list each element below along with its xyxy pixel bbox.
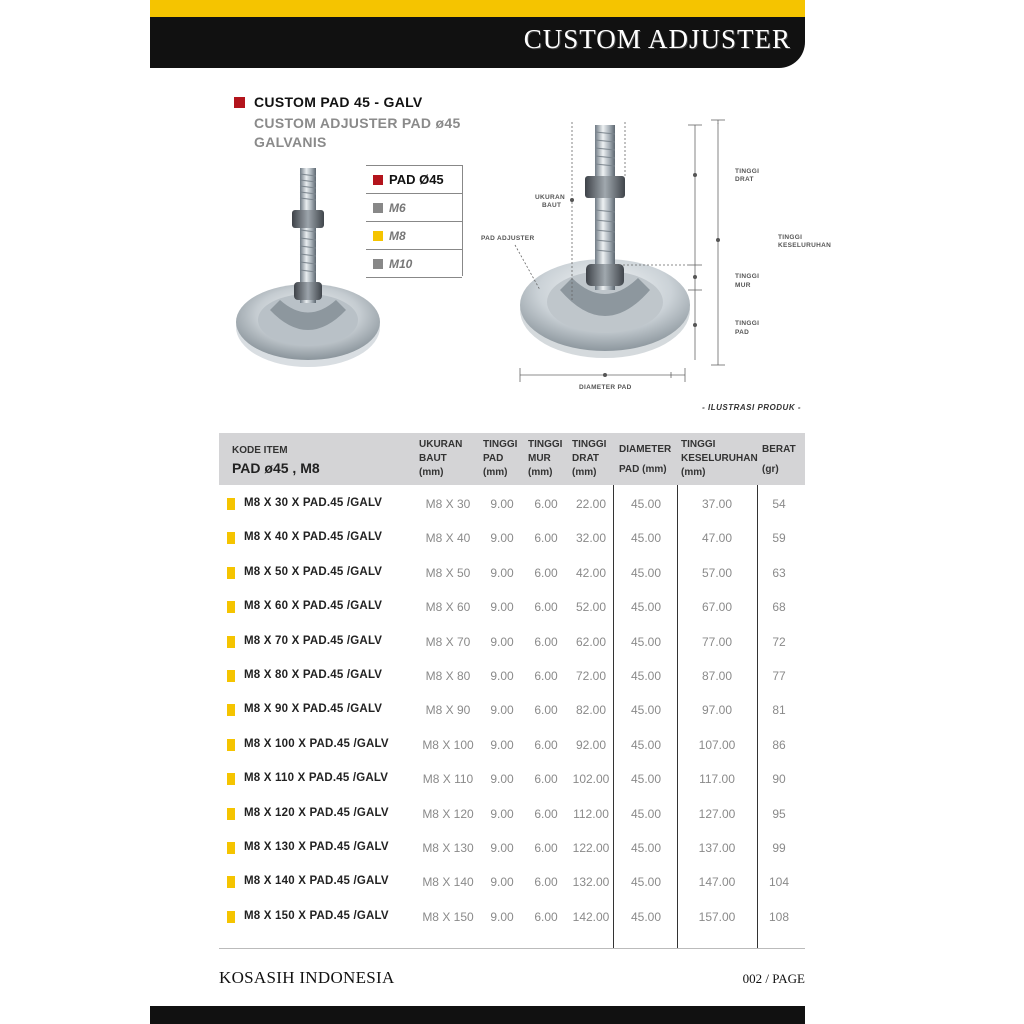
header-line: (mm) [572,467,597,478]
cell-tpad: 9.00 [490,909,514,924]
cell-tmur: 6.00 [534,841,558,855]
row-bullet-icon [227,911,235,923]
cell-diameter: 45.00 [630,772,662,787]
cell-tmur: 6.00 [534,909,558,924]
table-body [219,485,805,949]
size-selector [366,165,462,278]
row-bullet-icon [227,704,235,716]
header-line: KESELURUHAN [681,453,758,464]
cell-tpad: 9.00 [490,806,514,821]
cell-tkes: 107.00 [698,737,736,752]
header-line: (gr) [762,464,779,475]
cell-kode-item: M8 X 150 X PAD.45 /GALV [244,909,389,922]
cell-berat: 68 [772,600,786,615]
cell-ukuran: M8 X 80 [425,669,471,683]
cell-diameter: 45.00 [630,565,662,580]
cell-tkes: 147.00 [698,875,736,890]
header-line: (mm) [419,467,444,478]
label-tinggi-pad-1: TINGGI [735,320,760,327]
illustration-label: - ILUSTRASI PRODUK - [702,403,801,412]
cell-kode-item: M8 X 120 X PAD.45 /GALV [244,806,389,819]
cell-tdrat: 132.00 [572,875,610,890]
cell-tdrat: 112.00 [573,806,609,821]
cell-tkes: 117.00 [699,772,735,787]
row-bullet-icon [227,773,235,785]
header-kode-item: KODE ITEM [232,445,288,456]
cell-tdrat: 82.00 [575,703,607,718]
label-ukuran-baut-1: UKURAN [535,194,565,201]
cell-diameter: 45.00 [630,737,662,752]
label-tinggi-drat-1: TINGGI [735,168,760,175]
header-berat [762,443,796,477]
table-row [219,554,805,588]
table-row [219,588,805,622]
cell-diameter: 45.00 [630,669,662,683]
header-line: TINGGI [572,439,607,450]
header-diameter [619,443,671,477]
label-tinggi-drat-2: DRAT [735,176,754,183]
cell-tmur: 6.00 [534,737,558,752]
cell-tmur: 6.00 [534,497,558,511]
cell-tmur: 6.00 [534,703,558,718]
header-line: BERAT [762,444,796,455]
header-line: PAD [483,453,504,464]
table-row [219,863,805,897]
row-bullet-icon [227,739,235,751]
size-option-m6 [366,194,462,222]
header-line: BAUT [419,453,447,464]
cell-berat: 72 [772,634,786,649]
cell-diameter: 45.00 [630,841,662,855]
cell-ukuran: M8 X 40 [425,531,471,546]
size-swatch-icon [373,203,383,213]
cell-diameter: 45.00 [630,531,662,546]
header-tinggi-keseluruhan [681,438,758,480]
cell-tmur: 6.00 [534,806,558,821]
cell-tmur: 6.00 [534,634,558,649]
cell-diameter: 45.00 [630,875,662,890]
cell-diameter: 45.00 [630,806,662,821]
cell-berat: 77 [772,669,786,683]
header-line: TINGGI [681,439,716,450]
table-row [219,760,805,794]
label-pad-adjuster: PAD ADJUSTER [481,235,535,242]
size-option-label: M8 [389,228,406,243]
cell-berat: 99 [772,841,786,855]
table-row [219,898,805,932]
cell-tdrat: 42.00 [575,565,607,580]
cell-tmur: 6.00 [534,772,558,787]
cell-tdrat: 142.00 [572,909,610,924]
size-swatch-icon [373,231,383,241]
label-ukuran-baut-2: BAUT [542,202,562,209]
cell-kode-item: M8 X 80 X PAD.45 /GALV [244,669,383,681]
cell-tpad: 9.00 [490,531,514,546]
cell-tpad: 9.00 [490,669,514,683]
cell-ukuran: M8 X 140 [422,875,474,890]
cell-ukuran: M8 X 90 [425,703,471,718]
cell-diameter: 45.00 [630,497,662,511]
cell-tkes: 47.00 [701,531,733,546]
cell-tdrat: 52.00 [575,600,607,615]
footer-black-bar [150,1006,805,1024]
cell-tpad: 9.00 [490,875,514,890]
cell-ukuran: M8 X 110 [422,772,474,787]
cell-kode-item: M8 X 50 X PAD.45 /GALV [244,565,383,578]
size-option-label: M10 [389,256,413,271]
cell-kode-item: M8 X 100 X PAD.45 /GALV [244,737,389,750]
cell-tmur: 6.00 [534,565,558,580]
row-bullet-icon [227,842,235,854]
cell-tkes: 57.00 [701,565,733,580]
cell-berat: 95 [772,806,786,821]
cell-tkes: 137.00 [698,841,736,855]
cell-berat: 59 [772,531,786,546]
table-row [219,623,805,657]
table-row [219,795,805,829]
cell-tpad: 9.00 [490,703,514,718]
cell-kode-item: M8 X 70 X PAD.45 /GALV [244,634,383,647]
cell-tpad: 9.00 [490,600,514,615]
table-row [219,691,805,725]
catalog-page [150,0,832,1024]
cell-diameter: 45.00 [630,600,662,615]
label-tinggi-pad-2: PAD [735,329,750,336]
cell-tkes: 67.00 [701,600,733,615]
size-option-label: PAD Ø45 [389,172,444,187]
cell-kode-item: M8 X 110 X PAD.45 /GALV [244,772,389,785]
size-option-pad45 [366,165,462,194]
cell-tpad: 9.00 [490,737,514,752]
cell-tmur: 6.00 [534,600,558,615]
header-tinggi-mur [528,438,562,480]
cell-tpad: 9.00 [490,634,514,649]
cell-tdrat: 92.00 [575,737,607,752]
cell-tkes: 37.00 [701,497,733,511]
cell-diameter: 45.00 [630,634,662,649]
cell-ukuran: M8 X 60 [425,600,471,615]
header-yellow-bar [150,0,805,17]
cell-berat: 54 [772,497,786,511]
header-line: MUR [528,453,551,464]
table-row [219,519,805,553]
cell-ukuran: M8 X 50 [425,565,471,580]
row-bullet-icon [227,670,235,682]
cell-berat: 108 [768,909,790,924]
cell-tpad: 9.00 [490,841,514,855]
cell-tkes: 97.00 [701,703,733,718]
header-line: (mm) [483,467,508,478]
label-diameter-pad: DIAMETER PAD [579,384,632,391]
table-row [219,657,805,691]
cell-diameter: 45.00 [630,909,662,924]
header-line: TINGGI [528,439,563,450]
cell-ukuran: M8 X 120 [422,806,474,821]
cell-berat: 81 [772,703,786,718]
header-tinggi-pad [483,438,517,480]
size-option-label: M6 [389,200,406,215]
product-bullet-icon [234,97,245,108]
cell-ukuran: M8 X 150 [422,909,474,924]
header-line: UKURAN [419,439,463,450]
cell-tdrat: 22.00 [575,497,607,511]
cell-berat: 63 [772,565,786,580]
cell-ukuran: M8 X 30 [425,497,471,511]
cell-ukuran: M8 X 100 [422,737,474,752]
row-bullet-icon [227,876,235,888]
row-bullet-icon [227,532,235,544]
table-header [219,433,805,485]
size-selector-border [462,165,463,276]
footer-company: KOSASIH INDONESIA [219,968,395,987]
product-title: CUSTOM PAD 45 - GALV [254,94,423,110]
row-bullet-icon [227,567,235,579]
header-line: DIAMETER [619,444,672,455]
cell-kode-item: M8 X 30 X PAD.45 /GALV [244,497,383,509]
cell-tmur: 6.00 [534,875,558,890]
header-line: DRAT [572,453,600,464]
product-subtitle: CUSTOM ADJUSTER PAD ø45 GALVANIS [254,115,461,150]
cell-tpad: 9.00 [490,565,514,580]
cell-berat: 90 [772,772,786,787]
cell-tdrat: 102.00 [572,772,610,787]
cell-berat: 86 [772,737,786,752]
header-ukuran [419,438,462,480]
label-tinggi-mur-1: TINGGI [735,273,760,280]
row-bullet-icon [227,601,235,613]
header-line: (mm) [528,467,553,478]
cell-tdrat: 32.00 [575,531,607,546]
cell-ukuran: M8 X 70 [425,634,471,649]
cell-kode-item: M8 X 130 X PAD.45 /GALV [244,841,389,853]
header-line: (mm) [681,467,706,478]
label-tinggi-kes-1: TINGGI [778,234,803,241]
row-bullet-icon [227,498,235,510]
cell-kode-item: M8 X 40 X PAD.45 /GALV [244,531,383,544]
cell-berat: 104 [768,875,790,890]
footer-page-number: 002 / PAGE [742,971,805,986]
dimension-diagram [475,110,832,400]
cell-tkes: 157.00 [698,909,736,924]
cell-kode-item: M8 X 60 X PAD.45 /GALV [244,600,383,613]
cell-tdrat: 62.00 [575,634,607,649]
table-row [219,485,805,519]
page-title: CUSTOM ADJUSTER [523,24,791,54]
size-swatch-icon [373,259,383,269]
cell-tmur: 6.00 [534,531,558,546]
cell-tkes: 127.00 [698,806,736,821]
row-bullet-icon [227,808,235,820]
size-option-m10 [366,250,462,278]
size-swatch-icon [373,175,383,185]
size-option-m8 [366,222,462,250]
cell-kode-item: M8 X 140 X PAD.45 /GALV [244,875,389,888]
cell-tkes: 77.00 [701,634,733,649]
cell-tdrat: 72.00 [575,669,607,683]
row-bullet-icon [227,636,235,648]
cell-diameter: 45.00 [630,703,662,718]
cell-tpad: 9.00 [490,772,514,787]
cell-tdrat: 122.00 [572,841,610,855]
table-row [219,726,805,760]
cell-tkes: 87.00 [701,669,733,683]
cell-kode-item: M8 X 90 X PAD.45 /GALV [244,703,383,716]
table-row [219,829,805,863]
cell-tmur: 6.00 [534,669,558,683]
header-tinggi-drat [572,438,606,480]
header-line: TINGGI [483,439,518,450]
label-tinggi-mur-2: MUR [735,282,751,289]
cell-tpad: 9.00 [490,497,514,511]
label-tinggi-kes-2: KESELURUHAN [778,242,832,249]
header-line: PAD (mm) [619,464,667,475]
header-group-label: PAD ø45 , M8 [232,460,320,476]
cell-ukuran: M8 X 130 [422,841,474,855]
